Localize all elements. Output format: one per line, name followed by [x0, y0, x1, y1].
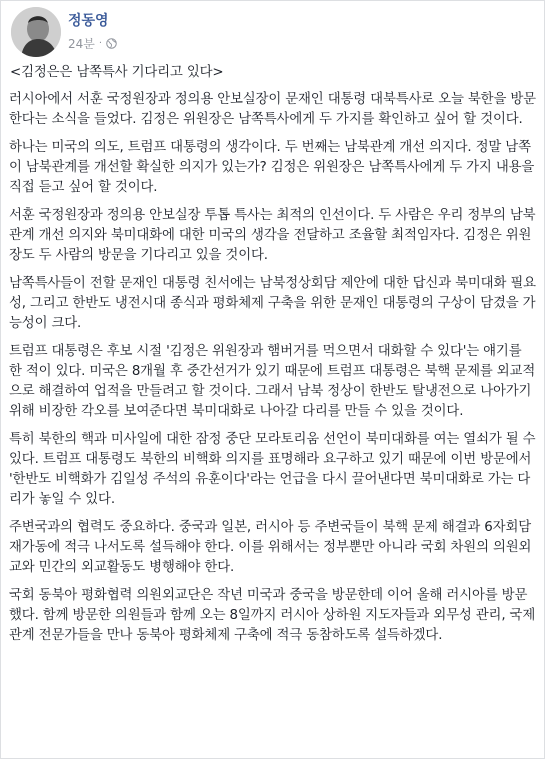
author-name[interactable]: 정동영: [68, 13, 109, 29]
post-meta: [68, 35, 117, 52]
post-header: [11, 7, 531, 57]
profile-photo: [11, 7, 61, 57]
post-paragraph: 특히 북한의 핵과 미사일에 대한 잠정 중단 모라토리움 선언이 북미대화를 여는 열쇠가 될 수 있다. 트럼프 대통령도 북한의 비핵화 의지를 표명해라 요구하고 있기 때문에 이번 방문에서 '한반도 비핵화가 김일성 주석의 유훈이다'라는 언급을 다시 끌어낸다면 북미대화로 가는 다리가 놓일 수 있다.: [9, 432, 536, 507]
post-timestamp[interactable]: 24분: [68, 37, 95, 51]
post-paragraph: 트럼프 대통령은 후보 시절 '김정은 위원장과 햄버거를 먹으면서 대화할 수 있다'는 얘기를 한 적이 있다. 미국은 8개월 후 중간선거가 있기 때문에 트럼프 대통령은 북핵 문제를 외교적으로 해결하여 업적을 만들려고 할 것이다. 그래서 남북 정상이 한반도 탈냉전으로 나아가기 위해 비장한 각오를 보여준다면 북미대화로 나아갈 다리를 만들 수 있을 것이다.: [9, 344, 536, 419]
post-paragraph: 주변국과의 협력도 중요하다. 중국과 일본, 러시아 등 주변국들이 북핵 문제 해결과 6자회담 재가동에 적극 나서도록 설득해야 한다. 이를 위해서는 정부뿐만 아니라 국회 차원의 의원외교와 민간의 외교활동도 병행해야 한다.: [9, 520, 532, 575]
post-paragraph: 하나는 미국의 의도, 트럼프 대통령의 생각이다. 두 번째는 남북관계 개선 의지다. 정말 남쪽이 남북관계를 개선할 확실한 의지가 있는가? 김정은 위원장은 남쪽특사에게 두 가지 내용을 직접 듣고 싶어 할 것이다.: [9, 140, 535, 195]
meta-separator: ·: [98, 38, 103, 49]
post-content: [9, 63, 538, 654]
post-paragraph: 러시아에서 서훈 국정원장과 정의용 안보실장이 문재인 대통령 대북특사로 오늘 북한을 방문한다는 소식을 들었다. 김정은 위원장은 남쪽특사에게 두 가지를 확인하고 싶어 할 것이다.: [9, 92, 536, 127]
avatar[interactable]: [11, 7, 61, 57]
post-title: <김정은은 남쪽특사 기다리고 있다>: [10, 65, 224, 80]
post-paragraph: 국회 동북아 평화협력 의원외교단은 작년 미국과 중국을 방문한데 이어 올해 러시아를 방문했다. 함께 방문한 의원들과 함께 오는 8일까지 러시아 상하원 지도자들과 외무성 관리, 국제관계 전문가들을 만나 동북아 평화체제 구축에 적극 동참하도록 설득하겠다.: [9, 588, 536, 643]
post-paragraph: 남쪽특사들이 전할 문재인 대통령 친서에는 남북정상회담 제안에 대한 답신과 북미대화 필요성, 그리고 한반도 냉전시대 종식과 평화체제 구축을 위한 문재인 대통령의 구상이 담겼을 가능성이 크다.: [9, 276, 536, 331]
post-paragraph: 서훈 국정원장과 정의용 안보실장 투톱 특사는 최적의 인선이다. 두 사람은 우리 정부의 남북관계 개선 의지와 북미대화에 대한 미국의 생각을 전달하고 조율할 최적임자다. 김정은 위원장도 두 사람의 방문을 기다리고 있을 것이다.: [9, 208, 536, 263]
globe-icon[interactable]: [106, 38, 117, 49]
